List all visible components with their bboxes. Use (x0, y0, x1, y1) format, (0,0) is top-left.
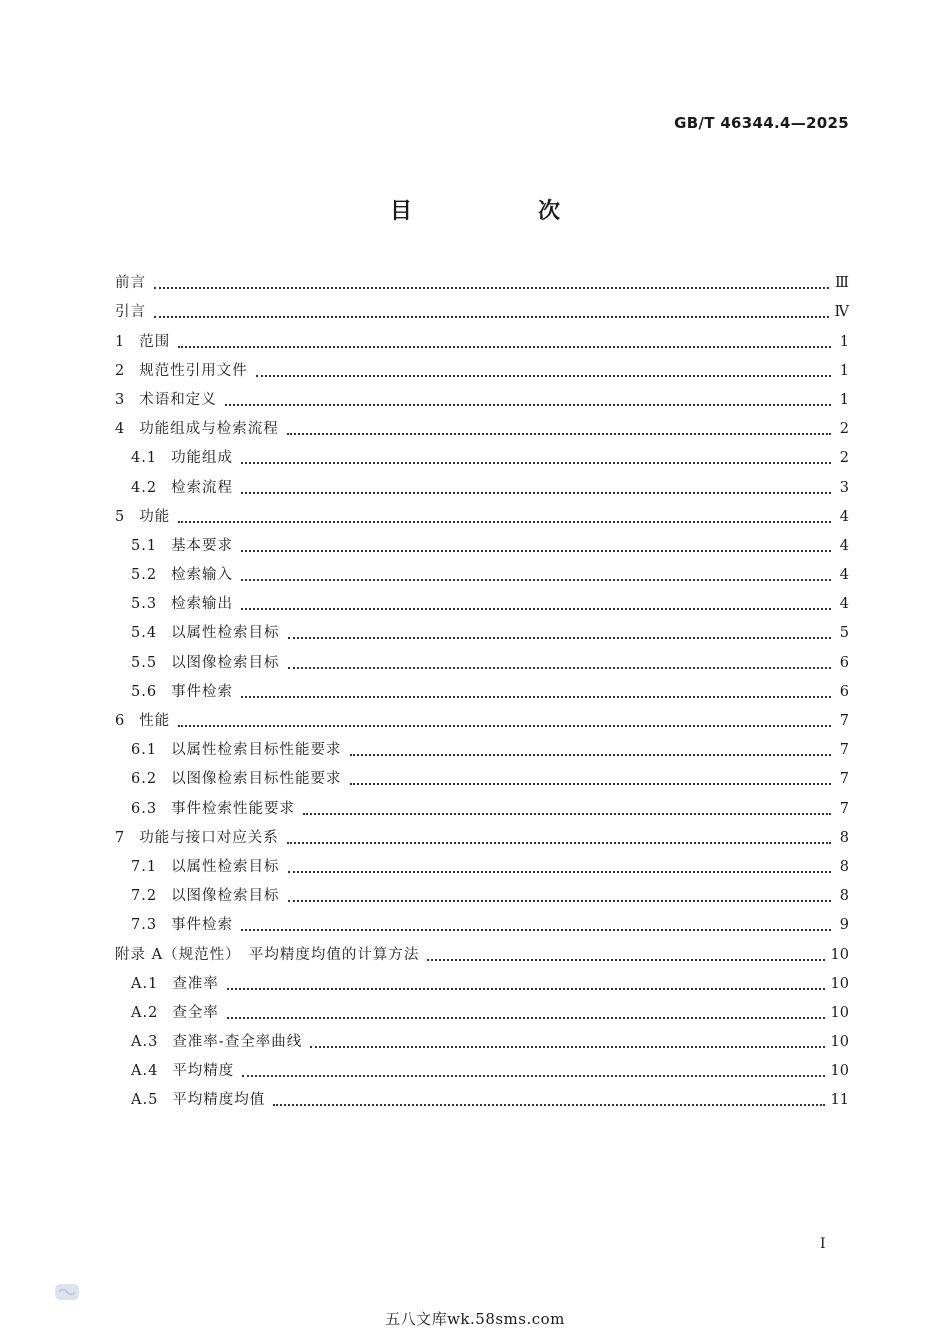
toc-entry-title: 以属性检索目标 (171, 858, 280, 875)
toc-entry-title: 事件检索性能要求 (171, 800, 296, 817)
toc-leader-dots (154, 316, 829, 318)
toc-leader-dots (241, 929, 831, 931)
toc-entry[interactable] (115, 444, 849, 473)
toc-entry-title: 功能 (139, 508, 171, 525)
toc-entry[interactable] (115, 853, 849, 882)
toc-leader-dots (256, 375, 831, 377)
toc-entry-title: 术语和定义 (139, 391, 217, 408)
toc-entry-number: 5.6 (131, 683, 158, 700)
toc-leader-dots (241, 550, 831, 552)
toc-entry-number: 3 (115, 391, 126, 408)
toc-leader-dots (273, 1104, 824, 1106)
toc-entry-number: 6.3 (131, 800, 158, 817)
toc-entry-page: 6 (839, 683, 849, 700)
toc-entry-number: 5.4 (131, 625, 158, 642)
toc-leader-dots (350, 754, 831, 756)
toc-leader-dots (225, 404, 831, 406)
toc-entry-number: A.3 (131, 1034, 159, 1051)
toc-entry-number: A.4 (131, 1063, 159, 1080)
toc-leader-dots (178, 346, 831, 348)
toc-entry-page: 3 (839, 479, 849, 496)
toc-entry[interactable] (115, 269, 849, 298)
toc-entry[interactable] (115, 940, 849, 969)
toc-entry-page: 8 (839, 829, 849, 846)
toc-entry[interactable] (115, 678, 849, 707)
toc-entry-number: 4.2 (131, 479, 158, 496)
toc-entry[interactable] (115, 911, 849, 940)
toc-entry-title: 事件检索 (171, 683, 234, 700)
toc-entry-page: 4 (839, 596, 849, 613)
toc-leader-dots (303, 813, 831, 815)
page-title: 目 次 (389, 199, 612, 224)
toc-entry-title: 功能组成与检索流程 (139, 421, 279, 438)
toc-entry[interactable] (115, 707, 849, 736)
toc-entry-number: 7 (115, 829, 126, 846)
toc-leader-dots (242, 1075, 824, 1077)
toc-entry[interactable] (115, 298, 849, 327)
toc-entry-title: 以图像检索目标 (171, 654, 280, 671)
toc-entry[interactable] (115, 648, 849, 677)
toc-entry-page: 7 (839, 771, 849, 788)
toc-entry-title: 检索输出 (171, 596, 234, 613)
toc-entry-page: 10 (830, 1034, 849, 1051)
toc-entry-page: 7 (839, 713, 849, 729)
toc-entry[interactable] (115, 327, 849, 356)
toc-entry-page: 8 (839, 858, 849, 875)
toc-entry[interactable] (115, 357, 849, 386)
toc-entry-title: 查准率 (172, 975, 219, 992)
toc-entry-title: 功能与接口对应关系 (139, 829, 279, 846)
toc-entry-page: Ⅳ (834, 304, 849, 321)
toc-leader-dots (288, 871, 831, 873)
toc-entry-page: 7 (839, 742, 849, 759)
toc-entry-number: 7.3 (131, 917, 158, 934)
toc-entry-page: 7 (839, 800, 849, 817)
toc-entry-number: 1 (115, 333, 126, 350)
toc-entry-title: 以属性检索目标性能要求 (171, 742, 342, 759)
toc-entry-title: 引言 (115, 304, 146, 321)
toc-entry[interactable] (115, 824, 849, 853)
toc-entry-number: 5 (115, 508, 126, 525)
toc-leader-dots (241, 696, 831, 698)
toc-entry[interactable] (115, 473, 849, 502)
toc-entry-title: 附录 A（规范性） 平均精度均值的计算方法 (115, 946, 420, 963)
toc-entry-number: 2 (115, 362, 126, 379)
toc-entry[interactable] (115, 794, 849, 823)
toc-leader-dots (227, 1017, 825, 1019)
toc-entry-number: A.1 (131, 975, 159, 992)
toc-leader-dots (154, 287, 829, 289)
toc-entry-number: 6.2 (131, 771, 158, 788)
standard-code: GB/T 46344.4—2025 (674, 114, 849, 132)
toc-entry[interactable] (115, 503, 849, 532)
toc-entry-page: 1 (839, 362, 849, 379)
toc-entry-number: 4 (115, 421, 126, 438)
toc-leader-dots (288, 667, 831, 669)
toc-entry-page: 10 (830, 975, 849, 992)
toc-entry-page: 9 (839, 917, 849, 934)
toc-leader-dots (288, 637, 831, 639)
toc-entry[interactable] (115, 1057, 849, 1086)
toc-entry-page: 8 (839, 888, 849, 905)
toc-entry-page: 2 (839, 421, 849, 438)
toc-entry-title: 以图像检索目标 (171, 888, 280, 905)
toc-entry-page: 1 (839, 333, 849, 350)
toc-entry-page: 10 (830, 946, 849, 963)
toc-entry-page: 4 (839, 508, 849, 525)
toc-leader-dots (241, 492, 831, 494)
toc-leader-dots (178, 521, 831, 523)
toc-leader-dots (350, 783, 831, 785)
toc-entry-title: 查全率 (172, 1004, 219, 1021)
toc-entry-page: 2 (839, 450, 849, 467)
toc-entry-title: 平均精度 (172, 1063, 235, 1080)
toc-entry-title: 以属性检索目标 (171, 625, 280, 642)
toc-leader-dots (241, 608, 831, 610)
toc-entry[interactable] (115, 1028, 849, 1057)
toc-leader-dots (427, 959, 824, 961)
toc-entry-page: 11 (830, 1092, 849, 1109)
toc-leader-dots (241, 462, 831, 464)
toc-entry-page: 4 (839, 567, 849, 584)
toc-entry-number: 7.2 (131, 888, 158, 905)
toc-entry-number: 7.1 (131, 858, 158, 875)
toc-entry-page: 6 (839, 654, 849, 671)
toc-entry-title: 规范性引用文件 (139, 362, 248, 379)
toc-entry-number: 6 (115, 713, 126, 729)
toc-leader-dots (227, 988, 825, 990)
toc-entry-number: 5.3 (131, 596, 158, 613)
toc-entry-page: 10 (830, 1004, 849, 1021)
toc-entry-page: 10 (830, 1063, 849, 1080)
toc-entry-title: 功能组成 (171, 450, 234, 467)
toc-entry-number: 4.1 (131, 450, 158, 467)
toc-leader-dots (287, 433, 831, 435)
toc-entry-page: 1 (839, 391, 849, 408)
toc-leader-dots (178, 725, 831, 727)
toc-entry-title: 查准率-查全率曲线 (172, 1034, 303, 1051)
toc-entry-title: 前言 (115, 275, 146, 292)
toc-leader-dots (310, 1046, 824, 1048)
toc-entry-number: A.5 (131, 1092, 159, 1109)
toc-leader-dots (241, 579, 831, 581)
toc-entry-page: 5 (839, 625, 849, 642)
toc-entry[interactable] (115, 1086, 849, 1115)
toc-entry[interactable] (115, 386, 849, 415)
toc-entry[interactable] (115, 999, 849, 1028)
table-of-contents (115, 269, 849, 1115)
sac-logo-icon (54, 1282, 80, 1302)
toc-leader-dots (287, 842, 831, 844)
toc-entry-title: 基本要求 (171, 537, 234, 554)
toc-entry[interactable] (115, 736, 849, 765)
toc-entry-number: 5.2 (131, 567, 158, 584)
toc-leader-dots (288, 900, 831, 902)
toc-entry[interactable] (115, 970, 849, 999)
toc-entry-number: 5.1 (131, 537, 158, 554)
toc-entry[interactable] (115, 532, 849, 561)
toc-entry-title: 以图像检索目标性能要求 (171, 771, 342, 788)
toc-entry-title: 事件检索 (171, 917, 234, 934)
toc-entry[interactable] (115, 561, 849, 590)
toc-entry-title: 检索流程 (171, 479, 234, 496)
toc-entry-title: 检索输入 (171, 567, 234, 584)
toc-entry-number: 6.1 (131, 742, 158, 759)
toc-entry-title: 平均精度均值 (172, 1092, 266, 1109)
toc-entry-number: A.2 (131, 1004, 159, 1021)
toc-entry-page: 4 (839, 537, 849, 554)
footer-watermark: 五八文库wk.58sms.com (385, 1310, 565, 1328)
toc-entry[interactable] (115, 882, 849, 911)
toc-entry[interactable] (115, 415, 849, 444)
toc-entry[interactable] (115, 590, 849, 619)
toc-entry-page: Ⅲ (835, 275, 849, 292)
toc-entry[interactable] (115, 765, 849, 794)
toc-entry-number: 5.5 (131, 654, 158, 671)
toc-entry[interactable] (115, 619, 849, 648)
toc-entry-title: 范围 (139, 333, 171, 350)
toc-entry-title: 性能 (139, 713, 171, 729)
page-number: Ⅰ (820, 1236, 826, 1252)
